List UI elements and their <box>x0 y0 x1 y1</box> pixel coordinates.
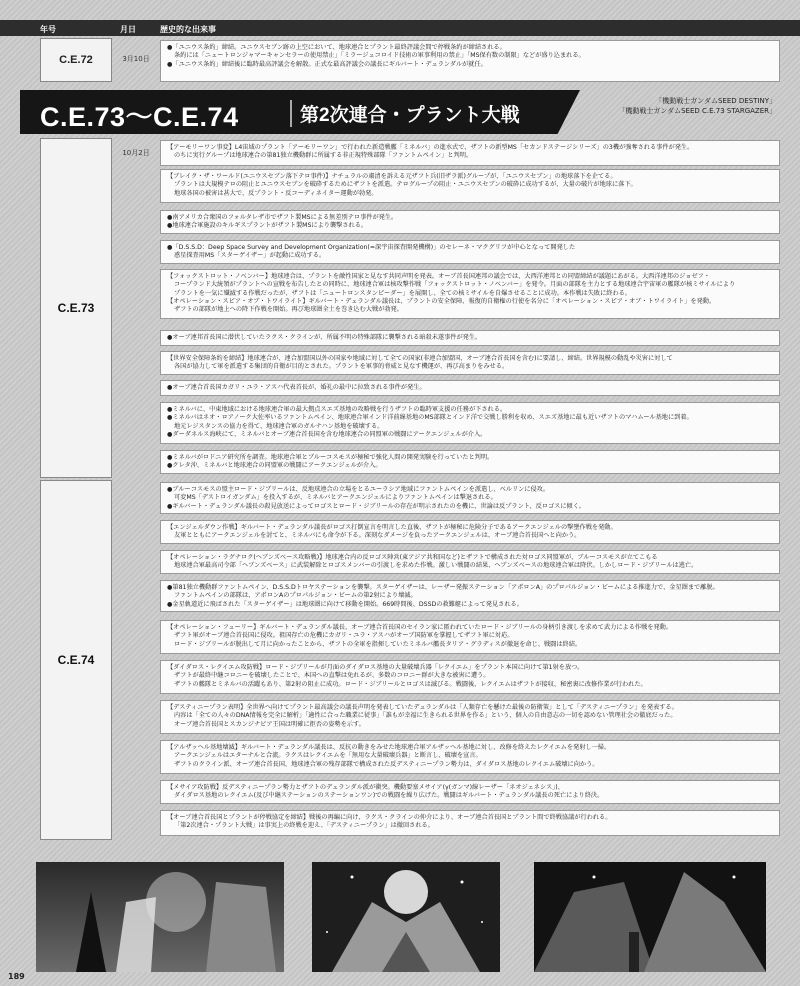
event-line: 【フォックストロット・ノベンバー】地球連合は、プラントを敵性国家と見なす共同声明を発表。オーブ首長国連邦の議会では、大西洋連邦との同盟締結が議題にあがる。大西洋連邦のジョゼフ・ <box>167 273 710 280</box>
event-ragnarok <box>160 550 780 574</box>
event-suez <box>160 402 780 444</box>
event-line: ●ダーダネルス海峡にて、ミネルバとオーブ連合首長国を含む地球連合の同盟軍の戦闘にアークエンジェルが介入。 <box>167 430 487 438</box>
event-line: ●クレタ沖、ミネルバと地球連合の同盟軍の戦闘にアークエンジェルが介入。 <box>167 462 382 470</box>
event-line: のちに実行グループは地球連合の第81独立機動群に所属する非正規特殊部隊「ファントムペイン」と判明。 <box>174 152 473 160</box>
event-line: 【オペレーション・ラグナロク(ヘブンズベース攻略戦)】地球連合内の反ロゴス陣営(東アジア共和国など)とザフトで構成された対ロゴス同盟軍が、ブルーコスモスが立てこもる <box>167 554 658 561</box>
event-line: プラントは大規模テロの阻止とユニウスセブンを破砕するためにザフトを派遣。テログループの阻止・ユニウスセブンの破砕に成功するが、大量の破片が地球に落下。 <box>174 181 637 189</box>
event-line: ●ミネルバに、中東地域における地球連合軍の最大拠点スエズ基地の攻略戦を行うザフトの臨時軍支援の任務が下される。 <box>167 406 507 413</box>
event-line: ●地球連合軍施設のキルギスプラントがザフト製MSにより襲撃される。 <box>167 222 368 230</box>
section-banner <box>20 90 780 134</box>
event-line: ザフトのクライン派、オーブ連合首長国、地球連合軍の残存部隊で構成された反デスティニープラン勢力は、ダイダロス基地のレクイエム破壊に向かう。 <box>174 760 599 768</box>
event-armory-one <box>160 140 780 166</box>
event-line: オーブ連合首長国とスカンジナビア王国は明確に拒否の姿勢を示す。 <box>174 720 365 728</box>
event-line: ●ミネルバがロドニア研究所を調査。地球連合軍とブルーコスモスが極秘で強化人間の開発実験を行っていたと判明。 <box>167 454 494 461</box>
event-line: ●オーブ連邦首長国に潜伏していたラクス・クラインが、所属不明の特殊部隊に襲撃される暗殺未遂事件が発生。 <box>167 334 482 341</box>
event-line: ●ミネルバはネオ・ロアノーク大佐率いるファントムペイン、地球連合軍インド洋前線基地のMS部隊とインド洋で交戦し勝利を収め、スエズ基地に最も近いザフトのマハムール基地に到着。 <box>167 414 693 422</box>
event-line: 「第2次連合・プラント大戦」は事実上の終戦を迎え、「デスティニープラン」は撤回される。 <box>174 822 434 830</box>
event-ceasefire <box>160 810 780 836</box>
event-dssd <box>160 240 780 264</box>
event-line: ●「D.S.S.D：Deep Space Survey and Development Organization(=深宇宙探査開発機構)」のセレーネ・マクグリフが中心となって開発した <box>167 244 576 251</box>
event-line: ファントムペインの部隊は、アポロンAのプロパルジョン・ビームの第2射により壊滅。 <box>174 592 417 600</box>
event-line: 可変MS「デストロイガンダム」を投入するが、ミネルバとアークエンジェルによりファントムペインは撃退される。 <box>174 494 497 502</box>
banner-title: C.E.73〜C.E.74 <box>40 102 239 132</box>
event-line: ザフト軍がオーブ連合首長国に侵攻。祖国存亡の危機にカガリ・ユラ・アスハがオーブ国防軍を掌握してザフト軍に対応。 <box>174 632 514 640</box>
event-terror <box>160 210 780 234</box>
event-line: ザフトの艦隊とミネルバの活躍もあり、第2射の阻止に成功。ロード・ジブリールとロゴスは滅びる。戦闘後、レクイエムはザフトが接収、秘密裏に改修作業が行われた。 <box>174 680 647 688</box>
date-ce73: 10月2日 <box>122 149 150 157</box>
era-ce73: C.E.73 <box>40 138 112 478</box>
event-messiah <box>160 780 780 804</box>
event-angel-down <box>160 520 780 544</box>
event-line: ザフトの部隊が地上への降下作戦を開始。再び地球圏全土を巻き込む大戦が勃発。 <box>174 306 403 314</box>
event-ce72 <box>160 40 780 82</box>
era-ce74: C.E.74 <box>40 480 112 840</box>
event-line: ダイダロス基地のレクイエム(及び中継ステーションのステーションワン)での戦闘を繰り広げた。戦闘はギルバート・デュランダル議長の死亡により終決。 <box>174 792 604 800</box>
page-number: 189 <box>8 972 25 981</box>
event-line: 【エンジェルダウン作戦】ギルバート・デュランダル議長がロゴス打倒宣言を明言した直後、ザフトが極秘に危険分子であるアークエンジェルの撃墜作戦を発動。 <box>167 524 617 531</box>
event-berlin <box>160 482 780 514</box>
event-line: ●ブルーコスモスの盟主ロード・ジブリールは、反地球連合の立場をとるユーラシア地域にファントムペインを派遣し、ベルリンに侵攻。 <box>167 486 550 493</box>
event-line: 内容は「全ての人々のDNA情報を完全に解析」「適性に合った職業に従事」「誰もが幸福に生きられる世界を作る」という、個人の自由意志の一切を認めない管理社会の徹底だった。 <box>174 712 677 720</box>
banner-subtitle: 第2次連合・プラント大戦 <box>290 100 520 127</box>
event-line: 【オペレーション・フューリー】ギルバート・デュランダル議長、オーブ連合首長国のセイラン家に匿われていたロード・ジブリールの身柄引き渡しを求めて武力による作戦を発動。 <box>167 624 673 631</box>
event-line: 惑星探査用MS「スターゲイザー」が起動に成功する。 <box>174 252 326 260</box>
event-line: ●金星軌道近に飛ばされた「スターゲイザー」は地球圏に向けて移動を開始。669時間後、DSSDの救難艇によって発見される。 <box>167 600 523 608</box>
event-line: 【オペレーション・スピア・オブ・トワイライト】ギルバート・デュランダル議長は、プラントの安全保障、報復的自衛権の行使を名分に「オペレーション・スピア・オブ・トワイライト」を発動。 <box>167 297 716 305</box>
event-line: 地元レジスタンスの協力を得て、地球連合軍のガルナハン基地を破壊する。 <box>174 422 384 430</box>
event-foxtrot-november <box>160 269 780 319</box>
event-line: ロード・ジブリールが脱出して月に向かったことから、ザフトの全軍を指揮していたミネルバ艦長タリア・グラディスが撤退を命じ、戦闘は終結。 <box>174 640 582 648</box>
scene-image-center <box>312 862 500 972</box>
scene-image-left <box>36 862 284 972</box>
event-line: 【オーブ連合首長国とプラントが停戦協定を締結】戦後の再編に向け、ラクス・クラインの仲介により、オーブ連合首長国とプラント間で終戦協議が行われる。 <box>167 814 612 821</box>
header-event: 歴史的な出来事 <box>160 25 216 34</box>
event-line: ●オーブ連合首長国カガリ・ユラ・アスハ代表首長が、婚礼の最中に拉致される事件が発生。 <box>167 384 426 391</box>
event-line: アークエンジェルはエターナルと合流。ラクスはレクイエムを「無用な大量破壊兵器」と断言し、破壊を宣言。 <box>174 752 482 760</box>
event-destiny-plan <box>160 700 780 734</box>
event-troya-station <box>160 580 780 612</box>
event-line: ●「ユニウス条約」締結。ユニウスセブン跡の上空において、地球連合とプラント最終評議会間で停戦条約が締結される。 <box>167 44 506 51</box>
event-lodonia <box>160 450 780 474</box>
event-line: コープランド大統領がプラントへの宣戦を布告したとの同時に、地球連合軍は核攻撃作戦「フォックストロット・ノベンバー」を発令。月面の部隊を主力とする地球連合宇宙軍の艦隊が核ミサイルにより <box>174 281 736 289</box>
event-line: 【ブレイク・ザ・ワールド(ユニウスセブン落下テロ事件)】ナチュラルの粛清を訴える元ザフト兵(旧ザラ派)グループが、「ユニウスセブン」の地球落下を企てる。 <box>167 173 617 180</box>
event-daedalus-requiem <box>160 660 780 694</box>
event-line: 【メサイア攻防戦】反デスティニープラン勢力とザフトのデュランダル派が衝突。機動要塞メサイア(γ(ガンマ)線レーザー「ネオジェネシス」)、 <box>167 784 564 791</box>
event-line: ザフトが最終中継コロニーを破壊したことで、本国への直撃は免れるが、多数のコロニー群が大きな被害に遭う。 <box>174 672 490 680</box>
event-break-the-world <box>160 169 780 203</box>
event-line: 各国が協力して軍を派遣する集団的自衛が目的とされた。プラントを軍事的脅威と見なす機運が、再び高まりをみせる。 <box>174 363 509 371</box>
event-cagalli-abduction <box>160 380 780 396</box>
event-line: 条約には「ニュートロンジャマーキャンセラーの使用禁止」「ミラージュコロイド技術の軍事利用の禁止」「MS保有数の制限」などが盛り込まれる。 <box>174 52 585 60</box>
scene-image-right <box>534 862 766 972</box>
header-year: 年号 <box>40 25 56 34</box>
event-line: 【ダイダロス・レクイエム攻防戦】ロード・ジブリールが月面のダイダロス基地の大量破壊兵器「レクイエム」をプラント本国に向けて第1射を放つ。 <box>167 664 584 671</box>
event-lacus-assassination <box>160 330 780 346</box>
event-line: プラントを一気に殲滅する作戦だったが、ザフトは「ニュートロンスタンピーダー」を展開し、全ての核ミサイルを自爆させることに成功。本作戦は失敗に終わる。 <box>174 289 632 297</box>
event-line: 【アルザッヘル基地壊滅】ギルバート・デュランダル議長は、反抗の動きをみせた地球連合軍アルザッヘル基地に対し、改修を終えたレクイエムを発射し一掃。 <box>167 744 611 751</box>
event-line: 友軍とともにアークエンジェルを討てと、ミネルバにも命令が下る。深刻なダメージを負ったアークエンジェルは、オーブ連合首長国へと向かう。 <box>174 532 581 540</box>
column-header <box>40 22 780 36</box>
event-line: 【アーモリーワン事変】L4宙域のプラント「アーモリーワン」で行われた新造戦艦「ミネルバ」の進水式で、ザフトの新型MS「セカンドステージシリーズ」の3機が強奪される事件が発生。 <box>167 144 694 151</box>
event-line: 地球連合軍最高司令部「ヘブンズベース」に武装解除とロゴスメンバーの引渡しを求めた作戦。激しい戦闘の結果、ヘブンズベースの地球連合軍は降伏。しかしロード・ジブリールは逃亡。 <box>174 562 698 570</box>
event-line: ●ギルバート・デュランダル議長の殺見放送によってロゴスとロード・ジブリールの存在が明示されたのを機に、世論は反プラント、反ロゴスに傾く。 <box>167 502 585 510</box>
event-line: ●「ユニウス条約」締結後に臨時最高評議会を解散。正式な最高評議会の議長にギルバート・デュランダルが就任。 <box>167 60 487 68</box>
event-security-treaty <box>160 351 780 375</box>
event-fury <box>160 620 780 654</box>
banner-ref-destiny: 「機動戦士ガンダムSEED DESTINY」 <box>655 97 776 105</box>
event-alzachel <box>160 740 780 774</box>
banner-references <box>618 96 776 116</box>
header-date: 月日 <box>120 25 136 34</box>
era-ce72: C.E.72 <box>40 38 112 82</box>
event-line: ●第81独立機動群ファントムペイン、D.S.S.Dトロヤステーションを襲撃。スターゲイザーは、レーザー発振ステーション「アポロンA」のプロパルジョン・ビームによる推進力で、金星圏まで離脱。 <box>167 584 719 591</box>
event-line: ●南アメリカ合衆国のフォルタレザ市でザフト製MSによる無差別テロ事件が発生。 <box>167 214 398 221</box>
event-line: 【デスティニープラン表明】全世界へ向けてプラント最高議会の議長声明を発表していたデュランダルは「人類存亡を懸けた最後の防衛策」として「デスティニープラン」を発表する。 <box>167 704 678 711</box>
banner-ref-stargazer: 「機動戦士ガンダムSEED C.E.73 STARGAZER」 <box>618 107 776 115</box>
event-line: 【世界安全保障条約を締結】地球連合が、連合加盟国以外の国家や地域に対して全ての国家(非連合加盟国、オーブ連合首長国を含む)に要請し、締結。世界規模の動乱や災害に対して <box>167 355 673 362</box>
photo-strip <box>0 862 800 972</box>
event-line: 地球各国の被害は甚大で、反プラント・反コーディネイター運動が勃発。 <box>174 189 378 197</box>
date-ce72: 3月10日 <box>122 55 150 63</box>
